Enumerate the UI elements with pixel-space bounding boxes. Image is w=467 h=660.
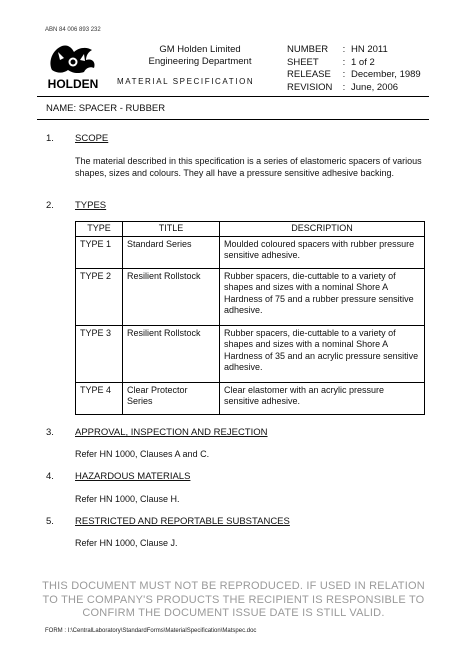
meta-release-row xyxy=(287,69,421,82)
meta-value: June, 2006 xyxy=(351,81,399,93)
section-number: 1. xyxy=(46,133,54,144)
section-title-scope: SCOPE xyxy=(75,133,109,144)
warning-line: TO THE COMPANY'S PRODUCTS THE RECIPIENT IS RESPONSIBLE TO xyxy=(42,593,425,606)
section-number: 2. xyxy=(46,200,54,211)
company-name: GM Holden Limited xyxy=(159,44,241,55)
type-cell: TYPE 2 xyxy=(76,268,123,325)
logo-text: HOLDEN xyxy=(47,77,99,91)
company-block xyxy=(125,44,275,68)
document-type: MATERIAL SPECIFICATION xyxy=(117,77,255,86)
warning-line: CONFIRM THE DOCUMENT ISSUE DATE IS STILL VALID. xyxy=(82,607,385,619)
hazardous-text: Refer HN 1000, Clause H. xyxy=(75,494,180,504)
holden-lion-logo xyxy=(38,40,108,92)
meta-key: RELEASE xyxy=(287,69,331,80)
document-meta xyxy=(287,44,421,94)
section-number: 4. xyxy=(46,471,54,482)
meta-key: REVISION xyxy=(287,81,333,93)
warning-line: THIS DOCUMENT MUST NOT BE REPRODUCED. IF USED IN RELATION xyxy=(42,580,425,592)
header-divider xyxy=(37,96,429,97)
description-cell: Moulded coloured spacers with rubber pressure sensitive adhesive. xyxy=(220,236,425,268)
column-header: DESCRIPTION xyxy=(220,222,425,237)
type-cell: TYPE 4 xyxy=(76,382,123,414)
meta-sep: : xyxy=(342,56,346,68)
table-row xyxy=(76,325,425,382)
approval-text: Refer HN 1000, Clauses A and C. xyxy=(75,449,210,459)
table-row xyxy=(76,268,425,325)
title-cell: Resilient Rollstock xyxy=(123,268,220,325)
section-title-approval: APPROVAL, INSPECTION AND REJECTION xyxy=(75,427,268,438)
meta-sep: : xyxy=(342,44,346,55)
table-header-row xyxy=(76,222,425,237)
section-number: 3. xyxy=(46,427,54,438)
restricted-text: Refer HN 1000, Clause J. xyxy=(75,538,178,548)
column-header: TYPE xyxy=(76,222,123,237)
reproduction-warning xyxy=(20,580,447,621)
description-cell: Clear elastomer with an acrylic pressure sensitive adhesive. xyxy=(220,382,425,414)
section-title-hazardous: HAZARDOUS MATERIALS xyxy=(75,471,191,482)
form-path: FORM : I:\CentralLaboratory\StandardForms\MaterialSpecification\Matspec.doc xyxy=(45,628,257,634)
table-row xyxy=(76,236,425,268)
abn-number: ABN 84 006 893 232 xyxy=(45,27,101,33)
description-cell: Rubber spacers, die-cuttable to a variety of shapes and sizes with a nominal Shore A Hardness of 75 and a rubber pressure sensitive adhesive. xyxy=(220,268,425,325)
title-cell: Standard Series xyxy=(123,236,220,268)
meta-number-row xyxy=(287,44,421,57)
meta-key: NUMBER xyxy=(287,44,329,55)
meta-value: HN 2011 xyxy=(351,44,388,55)
name-divider xyxy=(37,119,429,120)
section-number: 5. xyxy=(46,516,54,527)
meta-revision-row xyxy=(287,82,421,95)
types-table xyxy=(75,221,425,415)
type-cell: TYPE 1 xyxy=(76,236,123,268)
type-cell: TYPE 3 xyxy=(76,325,123,382)
department-name: Engineering Department xyxy=(148,56,252,67)
meta-sheet-row xyxy=(287,57,421,70)
meta-key: SHEET xyxy=(287,56,319,68)
table-row xyxy=(76,382,425,414)
title-cell: Resilient Rollstock xyxy=(123,325,220,382)
part-name: NAME: SPACER - RUBBER xyxy=(46,103,166,114)
column-header: TITLE xyxy=(123,222,220,237)
title-cell: Clear Protector Series xyxy=(123,382,220,414)
section-title-types: TYPES xyxy=(75,200,107,211)
meta-value: 1 of 2 xyxy=(351,56,375,68)
meta-sep: : xyxy=(342,69,346,80)
meta-sep: : xyxy=(342,81,346,93)
description-cell: Rubber spacers, die-cuttable to a variety of shapes and sizes with a nominal Shore A Hardness of 35 and an acrylic pressure sensitive adhesive. xyxy=(220,325,425,382)
scope-text: The material described in this specification is a series of elastomeric spacers of various shapes, sizes and colours. They all have a pressure sensitive adhesive backing. xyxy=(75,156,422,178)
meta-value: December, 1989 xyxy=(351,69,421,80)
section-title-restricted: RESTRICTED AND REPORTABLE SUBSTANCES xyxy=(75,516,290,527)
